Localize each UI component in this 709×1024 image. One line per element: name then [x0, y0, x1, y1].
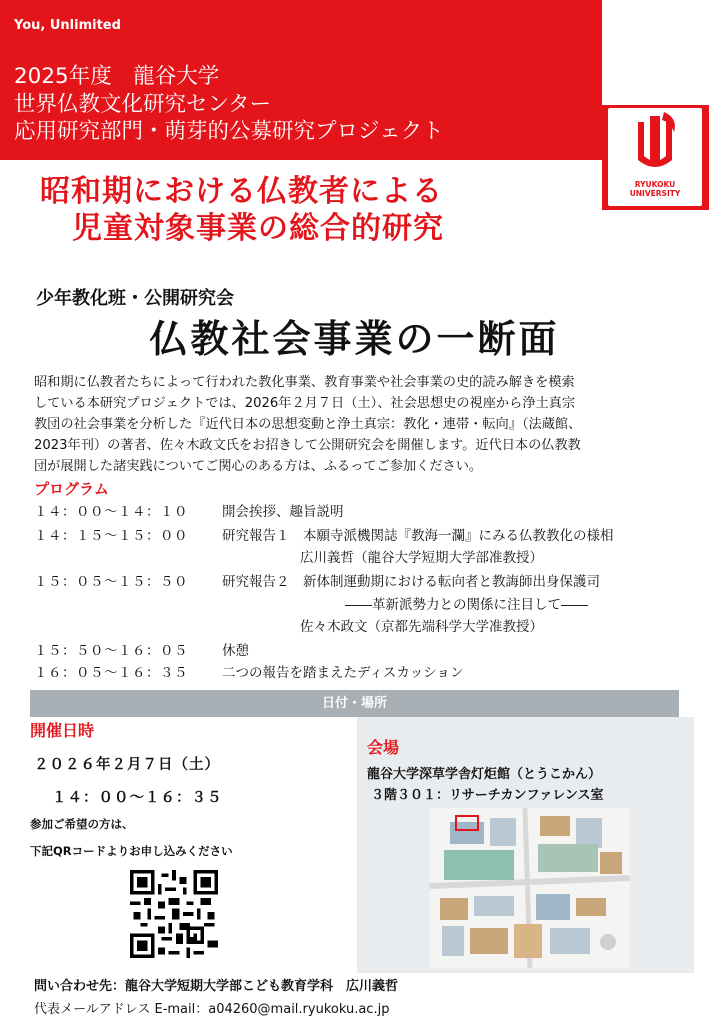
program-time-1: １４：００〜１４：１０	[34, 504, 188, 520]
event-date: ２０２６年２月７日（土）	[34, 757, 220, 773]
program-time-2: １４：１５〜１５：００	[34, 528, 188, 544]
logo-mark-icon	[608, 108, 702, 178]
intro-line-1: 昭和期に仏教者たちによって行われた教化事業、教育事業や社会事業の史的読み解きを模索	[34, 375, 575, 390]
program-subtitle-3: ――革新派勢力との関係に注目して――	[345, 597, 588, 613]
intro-line-5: 団が展開した諸実践についてご関心のある方は、ふるってご参加ください。	[34, 459, 483, 474]
date-location-band: 日付・場所	[30, 690, 679, 717]
logo-text-line-2: UNIVERSITY	[629, 189, 681, 198]
contact-info: 問い合わせ先：龍谷大学短期大学部こども教育学科 広川義哲	[34, 979, 399, 994]
intro-line-2: している本研究プロジェクトでは、2026年２月７日（土）、社会思想史の視座から浄土真宗	[34, 396, 576, 411]
project-title-line-1: 昭和期における仏教者による	[40, 174, 443, 209]
logo-text-line-1: RYUKOKU	[634, 180, 676, 189]
event-title: 仏教社会事業の一断面	[149, 317, 560, 361]
program-label: プログラム	[34, 480, 109, 498]
program-desc-3: 研究報告２ 新体制運動期における転向者と教誨師出身保護司	[222, 574, 600, 590]
program-time-5: １６：０５〜１６：３５	[34, 665, 188, 681]
project-title-line-2: 児童対象事業の総合的研究	[72, 211, 444, 246]
header-line-3: 応用研究部門・萌芽的公募研究プロジェクト	[14, 119, 444, 144]
header-line-2: 世界仏教文化研究センター	[14, 92, 272, 117]
apply-text-2: 下記QRコードよりお申し込みください	[30, 844, 233, 858]
date-label: 開催日時	[30, 721, 95, 740]
program-desc-1: 開会挨拶、趣旨説明	[222, 504, 344, 520]
intro-line-3: 教団の社会事業を分析した『近代日本の思想変動と浄土真宗：教化・連帯・転向』（法蔵館、	[34, 417, 582, 432]
campus-map	[430, 808, 630, 968]
header-line-1: 2025年度 龍谷大学	[14, 64, 220, 89]
program-time-3: １５：０５〜１５：５０	[34, 574, 188, 590]
event-group: 少年教化班・公開研究会	[36, 288, 234, 309]
tagline: You, Unlimited	[14, 18, 121, 33]
program-desc-2: 研究報告１ 本願寺派機関誌『教海一瀾』にみる仏教教化の様相	[222, 528, 614, 544]
event-time: １４：００〜１６：３５	[52, 790, 223, 806]
venue-room: ３階３０１：リサーチカンファレンス室	[371, 788, 604, 803]
program-desc-4: 休憩	[222, 643, 249, 659]
qr-code-icon[interactable]	[130, 870, 218, 958]
apply-text-1: 参加ご希望の方は、	[30, 817, 134, 831]
program-time-4: １５：５０〜１６：０５	[34, 643, 188, 659]
contact-email[interactable]: 代表メールアドレス E-mail：a04260@mail.ryukoku.ac.jp	[34, 1002, 390, 1017]
venue-label: 会場	[367, 738, 400, 757]
program-speaker-3: 佐々木政文（京都先端科学大学准教授）	[300, 619, 543, 635]
program-speaker-2: 広川義哲（龍谷大学短期大学部准教授）	[300, 550, 543, 566]
venue-building: 龍谷大学深草学舎灯炬館（とうこかん）	[367, 767, 602, 782]
university-logo	[602, 105, 709, 210]
intro-line-4: 2023年刊）の著者、佐々木政文氏をお招きして公開研究会を開催します。近代日本の仏教教	[34, 438, 581, 453]
program-desc-5: 二つの報告を踏まえたディスカッション	[222, 665, 464, 681]
